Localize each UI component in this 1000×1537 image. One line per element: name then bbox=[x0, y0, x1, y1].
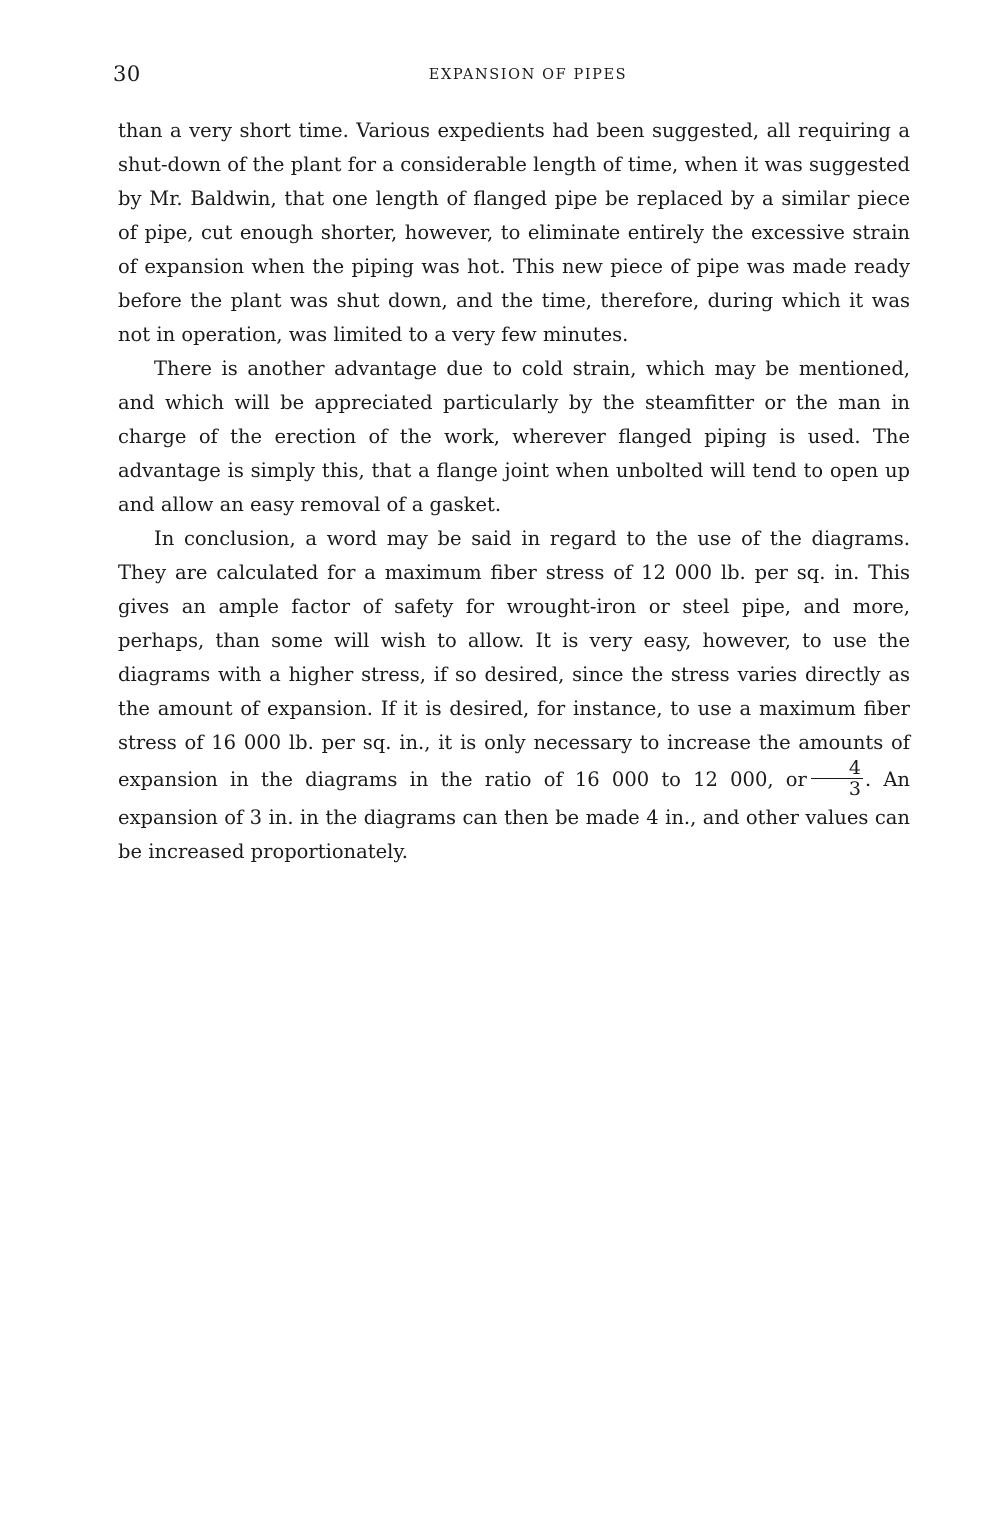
fraction-numerator: 4 bbox=[811, 758, 863, 779]
running-head: EXPANSION OF PIPES bbox=[428, 67, 628, 83]
paragraph-1: than a very short time. Various expedients had been suggested, all requiring a shut-down of the plant for a considerable length of time, when it was suggested by Mr. Baldwin, that one length of flanged pipe be replaced by a similar piece of pipe, cut enough shorter, however, to eliminate entirely the excessive strain of expansion when the piping was hot. This new piece of pipe was made ready before the plant was shut down, and the time, therefore, during which it was not in operation, was limited to a very few minutes. bbox=[118, 119, 910, 346]
fraction-denominator: 3 bbox=[848, 778, 861, 800]
paragraph-2: There is another advantage due to cold strain, which may be mentioned, and which will be appreciated particularly by the steamfitter or the man in charge of the erection of the work, wherever flanged piping is used. The advantage is simply this, that a flange joint when unbolted will tend to open up and allow an easy removal of a gasket. bbox=[118, 357, 910, 516]
fraction-four-thirds bbox=[811, 758, 863, 799]
page-header bbox=[113, 62, 913, 92]
paragraph-3-text-before-fraction: In conclusion, a word may be said in regard to the use of the diagrams. They are calculated for a maximum fiber stress of 12 000 lb. per sq. in. This gives an ample factor of safety for wrought-iron or steel pipe, and more, perhaps, than some will wish to allow. It is very easy, however, to use the diagrams with a higher stress, if so desired, since the stress varies directly as the amount of expansion. If it is desired, for instance, to use a maximum fiber stress of 16 000 lb. per sq. in., it is only necessary to increase the amounts of expansion in the diagrams in the ratio of 16 000 to 12 000, or bbox=[118, 527, 910, 791]
page-number: 30 bbox=[113, 62, 141, 86]
body-text bbox=[118, 114, 910, 869]
paragraph-3 bbox=[118, 522, 910, 869]
paragraph-3-text-after-fraction: . An expansion of 3 in. in the diagrams can then be made 4 in., and other values can be increased proportionately. bbox=[118, 768, 910, 863]
